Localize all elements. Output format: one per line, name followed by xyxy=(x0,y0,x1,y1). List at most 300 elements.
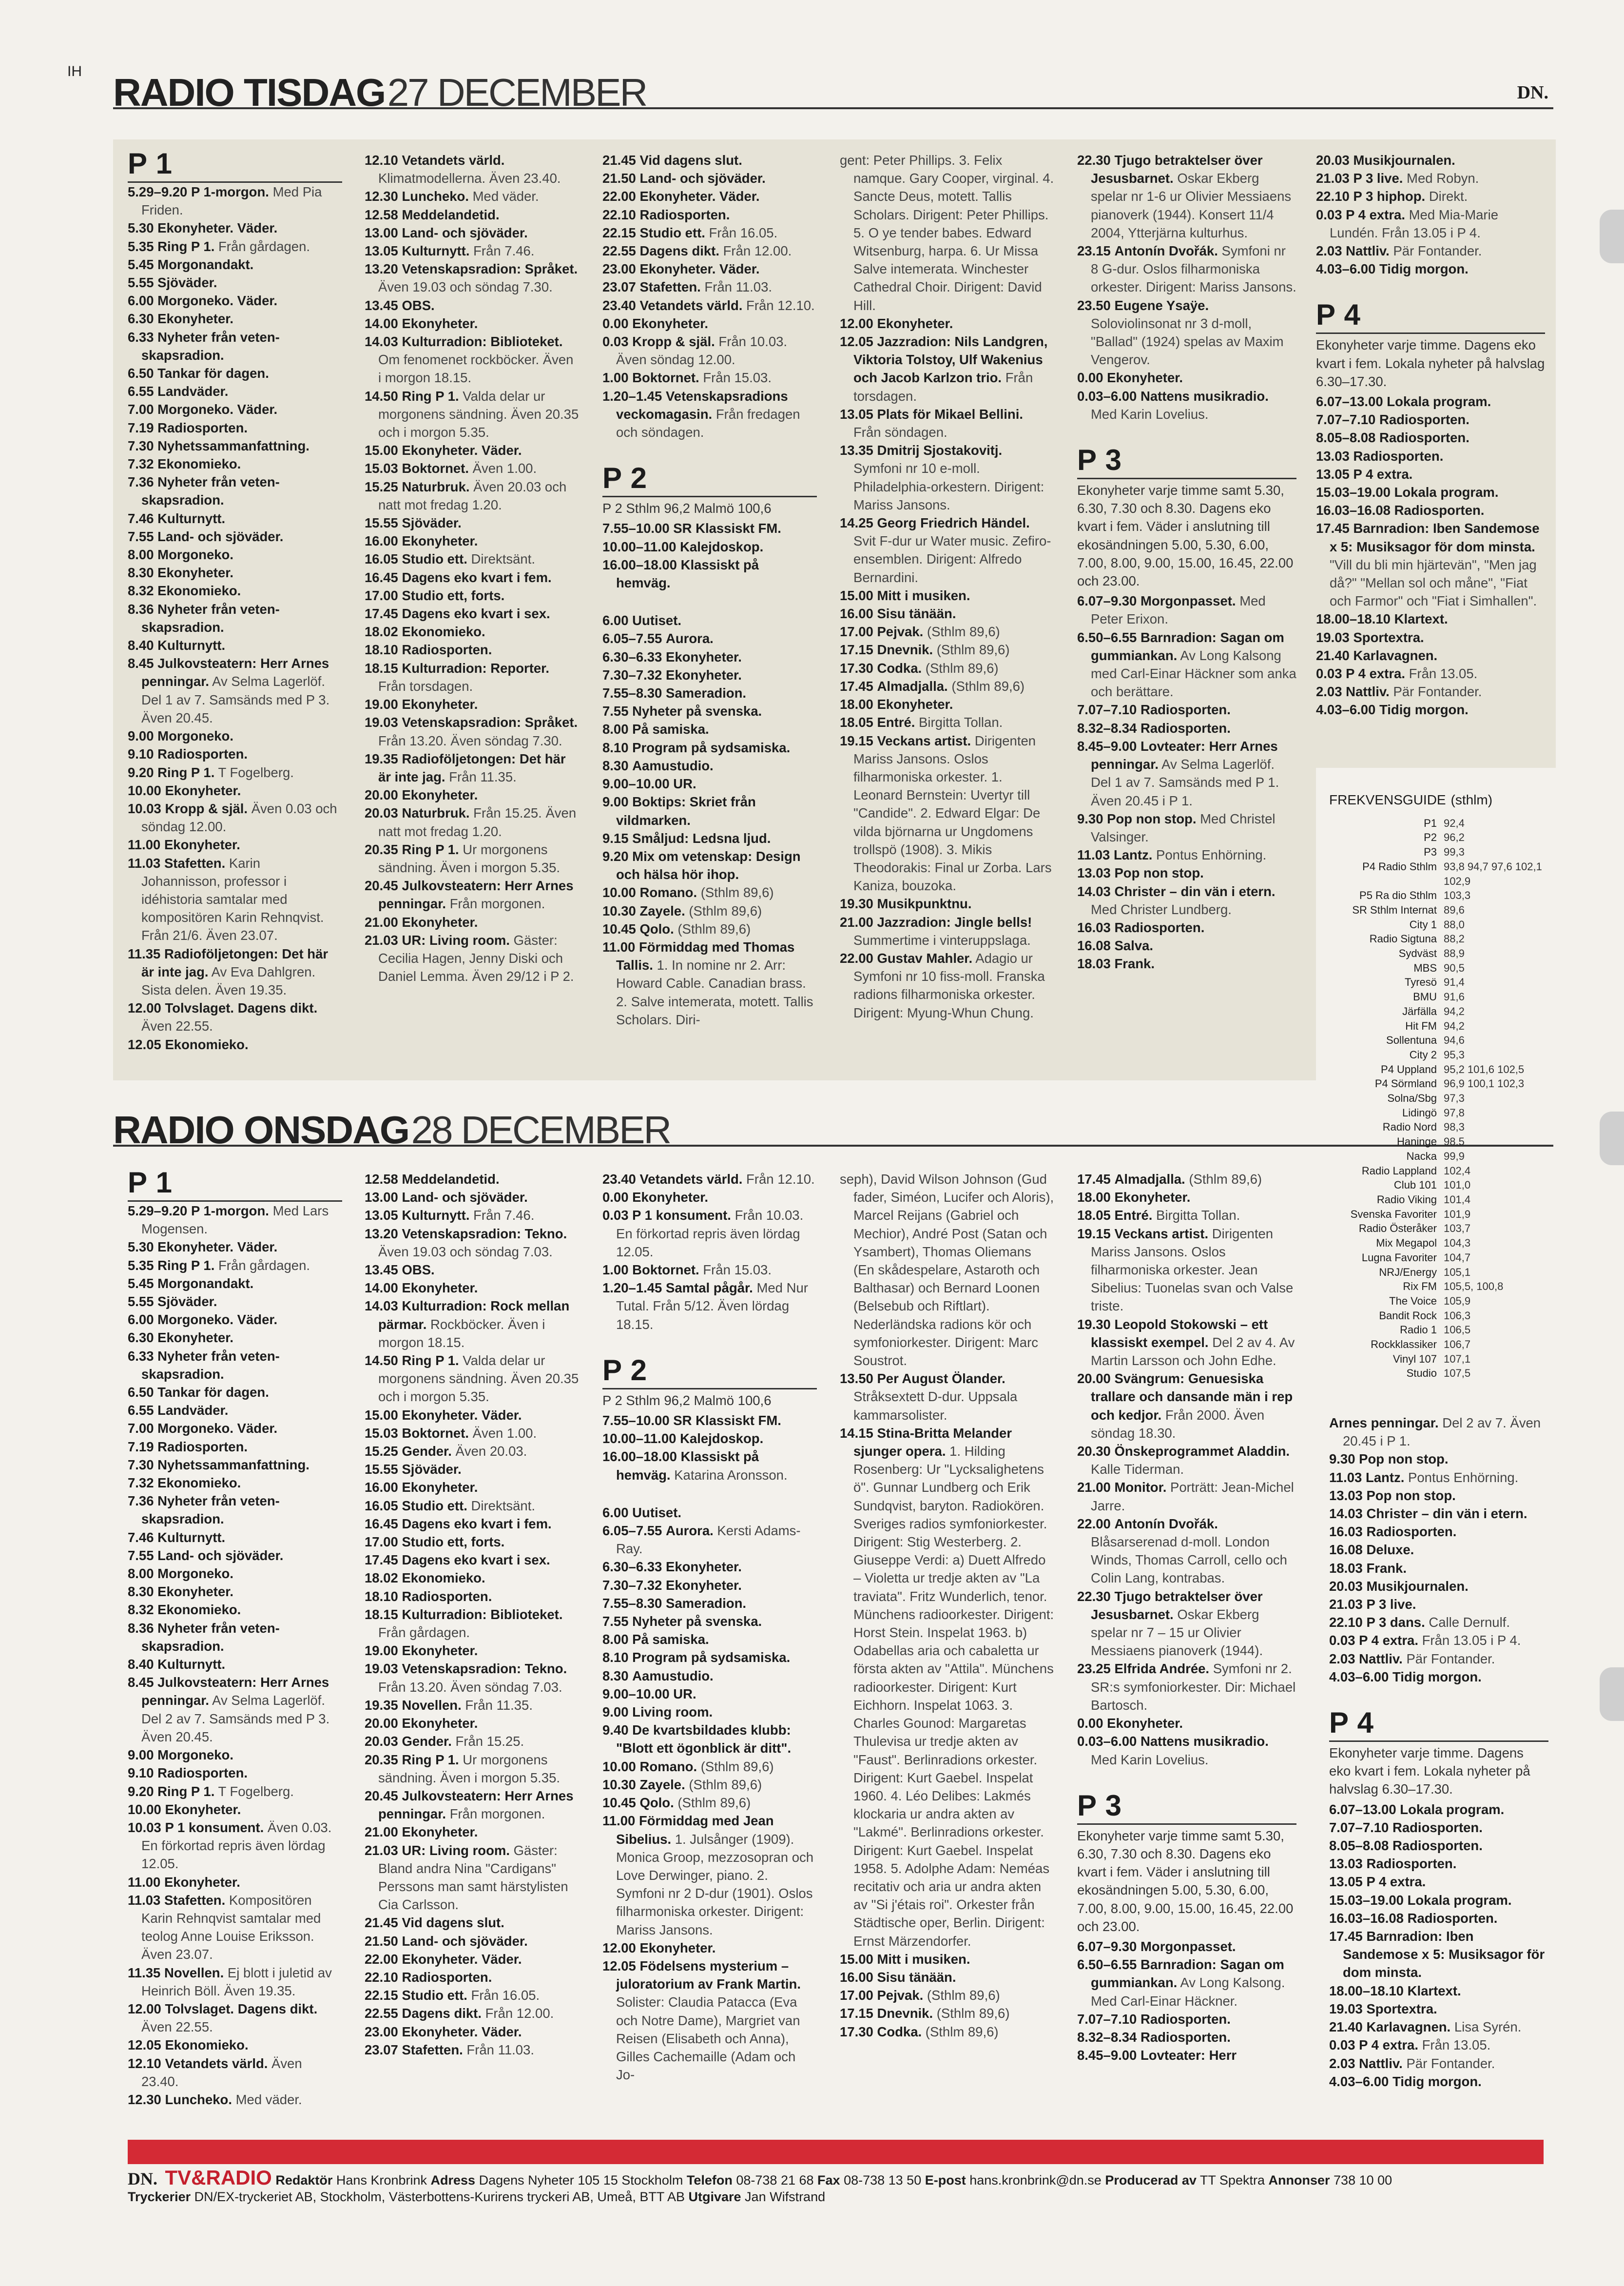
program-entry xyxy=(1316,683,1545,701)
program-time: 5.30 xyxy=(128,220,154,236)
program-time: 11.03 xyxy=(128,1892,161,1908)
program-entry xyxy=(128,1347,342,1383)
program-time: 7.00 xyxy=(128,402,154,417)
program-title: Lantz. xyxy=(1113,847,1153,863)
program-description: Från 11.03. xyxy=(704,279,773,295)
frequency-row xyxy=(1329,1178,1553,1192)
program-title: Codka. xyxy=(877,2024,922,2039)
program-title: Dagens dikt. xyxy=(402,2006,482,2021)
program-description: Från gårdagen. xyxy=(218,238,310,254)
program-title: Land- och sjöväder. xyxy=(157,1547,284,1563)
program-description: Ur morgonens sändning. Även i morgon 5.35. xyxy=(378,1752,561,1785)
program-time: 21.03 xyxy=(1329,1597,1363,1612)
program-entry xyxy=(365,441,579,459)
program-description: Del 2 av 7. Även 20.45 i P 1. xyxy=(1343,1415,1541,1449)
program-time: 18.05 xyxy=(840,715,873,730)
program-entry xyxy=(365,1460,579,1478)
footer-dn-logo: DN. xyxy=(128,2169,157,2188)
program-time: 17.00 xyxy=(840,624,873,640)
program-entry xyxy=(365,1188,579,1206)
program-time: 8.05–8.08 xyxy=(1316,430,1376,446)
program-title: Vetandets värld. xyxy=(165,2055,268,2071)
program-title: Ekonyheter. xyxy=(157,1584,234,1600)
tue-col-1 xyxy=(128,146,342,1054)
program-time: 23.40 xyxy=(602,1172,636,1187)
program-entry xyxy=(1077,1955,1296,2010)
program-title: Nattens musikradio. xyxy=(1140,1734,1269,1749)
program-title: Ekonyheter. Väder. xyxy=(639,189,760,204)
program-title: Ekonyheter. Väder. xyxy=(157,1239,278,1255)
program-entry xyxy=(1077,592,1296,628)
program-title: Morgoneko. xyxy=(157,728,234,744)
program-time: 8.10 xyxy=(602,1650,629,1665)
program-time: 7.07–7.10 xyxy=(1077,2011,1137,2027)
program-title: Stafetten. xyxy=(639,279,701,295)
program-title: Vetenskapsradions veckomagasin. xyxy=(616,388,788,422)
program-time: 7.32 xyxy=(128,456,154,472)
program-entry xyxy=(365,187,579,205)
program-title: Nattliv. xyxy=(1359,2055,1403,2071)
program-entry xyxy=(602,1957,817,2084)
program-entry xyxy=(128,1238,342,1256)
program-title: Entré. xyxy=(1114,1208,1153,1223)
program-time: 20.35 xyxy=(365,1752,398,1767)
program-title: Kulturnytt. xyxy=(157,510,226,526)
frequency-row xyxy=(1329,888,1553,903)
program-time: 21.40 xyxy=(1316,647,1350,663)
footer-value: Hans Kronbrink xyxy=(336,2173,427,2188)
program-time: 9.00 xyxy=(128,728,154,744)
program-time: 22.55 xyxy=(365,2006,398,2021)
channel-heading: P 2 xyxy=(602,464,817,497)
program-title: Qolo. xyxy=(639,1795,674,1811)
program-entry xyxy=(365,1225,579,1261)
program-entry xyxy=(128,782,342,800)
program-title: Ekonyheter. Väder. xyxy=(402,1951,522,1967)
program-entry xyxy=(1077,369,1296,387)
program-time: 14.25 xyxy=(840,515,873,531)
program-time: 6.30 xyxy=(128,311,154,327)
program-description: Även 0.03 och söndag 12.00. xyxy=(141,801,337,835)
program-entry xyxy=(128,945,342,999)
program-title: Radiosporten. xyxy=(1379,412,1469,428)
station-frequency: 95,2 101,6 102,5 xyxy=(1444,1063,1525,1075)
program-entry xyxy=(1077,1660,1296,1714)
program-title: Radiosporten. xyxy=(1392,1819,1483,1835)
frequency-row xyxy=(1329,961,1553,976)
program-title: Sportextra. xyxy=(1366,2001,1437,2016)
program-title: Vid dagens slut. xyxy=(402,1915,504,1931)
program-title: Land- och sjöväder. xyxy=(402,1190,528,1205)
program-title: Nattliv. xyxy=(1359,1651,1403,1666)
program-title: Nyheter från veten-skapsradion. xyxy=(141,1493,280,1527)
program-time: 8.36 xyxy=(128,601,154,617)
program-title: Stafetten. xyxy=(164,855,226,871)
program-description: Med väder. xyxy=(235,2091,302,2107)
program-entry xyxy=(128,382,342,400)
program-time: 9.00 xyxy=(602,794,629,810)
program-description: Från 13.05 i P 4. xyxy=(1422,1633,1521,1648)
program-entry xyxy=(1329,1909,1548,1927)
program-time: 16.08 xyxy=(1077,938,1111,954)
program-entry xyxy=(128,1564,342,1583)
program-description: Med väder. xyxy=(472,189,539,204)
program-entry xyxy=(1077,1369,1296,1442)
program-time: 5.35 xyxy=(128,238,154,254)
station-name: MBS xyxy=(1413,961,1437,974)
program-title: Nyheter på svenska. xyxy=(632,1614,762,1629)
program-time: 19.03 xyxy=(1316,629,1350,645)
station-frequency: 94,2 xyxy=(1444,1005,1465,1017)
program-time: 5.29–9.20 xyxy=(128,184,188,199)
program-time: 16.00 xyxy=(840,606,873,622)
program-time: 7.55–8.30 xyxy=(602,1595,662,1611)
program-entry xyxy=(1077,1442,1296,1478)
station-frequency: 106,7 xyxy=(1444,1338,1471,1351)
program-time: 6.50–6.55 xyxy=(1077,1957,1137,1973)
program-entry xyxy=(365,586,579,605)
station-name: Mix Megapol xyxy=(1376,1237,1437,1250)
program-time: 0.00 xyxy=(1077,1716,1103,1731)
program-title: Dnevnik. xyxy=(877,642,933,658)
program-time: 8.00 xyxy=(602,722,629,737)
program-description: (Sthlm 89,6) xyxy=(925,2024,999,2039)
station-name: NRJ/Energy xyxy=(1379,1266,1437,1278)
program-title: Pop non stop. xyxy=(1114,865,1204,881)
program-title: Klartext. xyxy=(1407,1983,1461,1998)
program-entry xyxy=(365,1696,579,1714)
frequency-row xyxy=(1329,1062,1553,1077)
program-title: Vetandets värld. xyxy=(639,1172,743,1187)
program-entry xyxy=(128,255,342,274)
channel-heading: P 1 xyxy=(128,149,342,183)
program-title: Ekonomieko. xyxy=(402,1570,485,1586)
program-title: Luncheko. xyxy=(402,189,469,204)
program-title: Morgoneko. xyxy=(157,1566,234,1582)
program-time: 21.50 xyxy=(365,1933,398,1949)
program-title: Radiosporten. xyxy=(1140,702,1231,718)
day-title: RADIO ONSDAG xyxy=(113,1108,409,1152)
program-time: 9.20 xyxy=(128,1783,154,1799)
footer-value: Dagens Nyheter 105 15 Stockholm xyxy=(479,2173,683,2188)
program-entry xyxy=(128,274,342,292)
program-time: 18.02 xyxy=(365,1570,398,1586)
program-time: 13.05 xyxy=(365,1208,398,1223)
program-title: P 4 extra. xyxy=(1359,2037,1418,2053)
program-entry xyxy=(365,1533,579,1551)
station-frequency: 101,0 xyxy=(1444,1179,1471,1192)
wed-col-3 xyxy=(602,1170,817,2084)
program-entry xyxy=(128,745,342,763)
station-frequency: 98,5 xyxy=(1444,1135,1465,1148)
program-title: Ring P 1. xyxy=(157,238,215,254)
program-title: Julkovsteatern: Herr Arnes penningar. xyxy=(378,878,574,912)
program-title: Födelsens mysterium – juloratorium av Frank Martin. xyxy=(616,1958,801,1992)
program-title: Almadjalla. xyxy=(877,678,948,694)
footer-credits xyxy=(275,2173,1392,2188)
program-title: Ekonyheter. xyxy=(632,1190,709,1205)
program-time: 9.40 xyxy=(602,1722,629,1738)
program-entry xyxy=(602,1170,817,1188)
program-time: 9.00–10.00 xyxy=(602,776,670,792)
program-description: Även 22.55. xyxy=(141,1018,213,1034)
program-entry xyxy=(840,695,1054,713)
program-entry xyxy=(602,314,817,332)
program-entry xyxy=(1077,628,1296,701)
program-time: 13.20 xyxy=(365,261,398,277)
program-time: 6.07–9.30 xyxy=(1077,593,1137,609)
program-entry xyxy=(602,1667,817,1685)
program-time: 6.05–7.55 xyxy=(602,1523,662,1539)
program-title: Morgonpasset. xyxy=(1140,1938,1236,1954)
station-name: Rockklassiker xyxy=(1371,1338,1437,1351)
program-time: 12.00 xyxy=(840,315,873,331)
program-title: Vetandets värld. xyxy=(402,153,505,168)
program-title: Lantz. xyxy=(1365,1469,1405,1485)
program-time: 7.55–8.30 xyxy=(602,685,662,701)
program-entry xyxy=(1077,719,1296,737)
program-title: På samiska. xyxy=(632,1632,709,1647)
program-entry xyxy=(128,800,342,836)
program-description: seph), David Wilson Johnson (Gud fader, Siméon, Lucifer och Aloris), Marcel Reijans (Gabriel och Mechior), André Post (Satan och Ysambert), Thomas Oliemans (En skådespelare, Astaroth och Balthasar) och Bernard Loonen (Belsebub och Riftlart). Nederländska radions kör och symfoniorkester. Dirigent: Marc Soustrot. xyxy=(840,1172,1054,1368)
station-frequency: 97,8 xyxy=(1444,1106,1465,1119)
station-name: Sydväst xyxy=(1398,947,1437,960)
program-entry xyxy=(602,242,817,260)
program-entry xyxy=(128,1419,342,1437)
program-description: Solister: Claudia Patacca (Eva och Notre Dame), Margriet van Reisen (Elisabeth och Anna), Gilles Cachemaille (Adam och Jo- xyxy=(616,1994,800,2083)
station-name: P5 Ra dio Sthlm xyxy=(1359,889,1437,902)
program-title: Radiosporten. xyxy=(1394,503,1485,518)
program-entry xyxy=(128,836,342,854)
program-title: Musikjournalen. xyxy=(1366,1578,1469,1594)
page-mark: IH xyxy=(67,63,82,79)
program-entry xyxy=(602,902,817,920)
program-description: (Sthlm 89,6) xyxy=(936,2006,1010,2021)
program-title: Musikjournalen. xyxy=(1353,153,1455,168)
footer-label: Annonser xyxy=(1268,2173,1330,2188)
program-entry xyxy=(1316,483,1545,501)
program-time: 22.15 xyxy=(602,225,636,240)
program-description: Av Selma Lagerlöf. Del 2 av 7. Samsänds med P 3. Även 20.45. xyxy=(141,1693,330,1744)
program-entry xyxy=(128,1438,342,1456)
footer xyxy=(128,2166,1544,2205)
program-title: Klassiskt på hemväg. xyxy=(616,557,759,591)
program-title: Studio ett, forts. xyxy=(402,1534,505,1550)
footer-value: 738 10 00 xyxy=(1334,2173,1392,2188)
program-entry xyxy=(128,237,342,255)
program-entry xyxy=(128,1891,342,1964)
program-title: Dnevnik. xyxy=(877,2006,933,2021)
program-title: Kulturnytt. xyxy=(402,1208,470,1223)
program-entry xyxy=(365,1515,579,1533)
program-entry xyxy=(365,387,579,442)
program-title: Sameradion. xyxy=(665,1595,747,1611)
wed-col-2 xyxy=(365,1170,579,2059)
station-frequency: 97,3 xyxy=(1444,1092,1465,1105)
program-entry xyxy=(602,278,817,296)
program-entry xyxy=(1077,864,1296,882)
program-title: Aamustudio. xyxy=(632,1668,714,1683)
program-description: Från 15.03. xyxy=(703,1262,772,1278)
program-entry xyxy=(128,1202,342,1238)
program-time: 8.10 xyxy=(602,740,629,755)
program-time: 7.55–10.00 xyxy=(602,521,670,536)
program-time: 18.00 xyxy=(840,697,873,712)
program-entry xyxy=(365,1787,579,1823)
program-title: Nyhetssammanfattning. xyxy=(157,1457,309,1472)
program-time: 19.00 xyxy=(365,697,398,712)
program-description: Från torsdagen. xyxy=(853,370,1033,404)
channel-intro: P 2 Sthlm 96,2 Malmö 100,6 xyxy=(602,501,772,516)
station-frequency: 91,6 xyxy=(1444,991,1465,1003)
station-frequency: 91,4 xyxy=(1444,976,1465,989)
program-time: 20.30 xyxy=(1077,1444,1111,1459)
station-frequency: 107,1 xyxy=(1444,1352,1471,1365)
program-description: Blåsarserenad d-moll. London Winds, Thomas Carroll, cello och Colin Lang, kontrabas. xyxy=(1091,1534,1287,1586)
program-entry xyxy=(1329,1818,1548,1837)
station-name: Järfälla xyxy=(1402,1005,1437,1017)
station-name: Studio xyxy=(1406,1367,1437,1380)
program-entry xyxy=(602,666,817,684)
program-description: Stråksextett D-dur. Uppsala kammarsolister. xyxy=(853,1389,1018,1423)
program-entry xyxy=(365,459,579,477)
program-time: 6.55 xyxy=(128,1403,154,1418)
program-time: 8.32 xyxy=(128,583,154,599)
program-time: 6.30–6.33 xyxy=(602,649,662,664)
program-description: Av Long Kalsong med Carl-Einar Häckner som anka och berättare. xyxy=(1091,647,1296,700)
program-title: Stafetten. xyxy=(402,2042,463,2057)
program-description: Kersti Adams-Ray. xyxy=(616,1523,801,1557)
program-title: Ring P 1. xyxy=(402,1353,459,1368)
footer-label: Producerad av xyxy=(1105,2173,1197,2188)
program-time: 19.03 xyxy=(365,1661,398,1677)
program-title: Tidig morgon. xyxy=(1379,261,1469,277)
program-time: 13.05 xyxy=(1329,1874,1363,1890)
program-time: 18.10 xyxy=(365,642,398,658)
program-entry xyxy=(128,292,342,310)
program-description: Klimatmodellerna. Även 23.40. xyxy=(378,171,561,186)
program-time: 19.00 xyxy=(365,1643,398,1659)
program-title: Land- och sjöväder. xyxy=(157,528,284,544)
program-entry xyxy=(128,600,342,636)
program-description: Pär Fontander. xyxy=(1406,2055,1495,2071)
program-entry xyxy=(128,328,342,364)
program-time: 17.45 xyxy=(1329,1929,1363,1944)
program-title: Pop non stop. xyxy=(1359,1451,1449,1467)
program-title: Landväder. xyxy=(157,384,229,399)
station-name: Radio Sigtuna xyxy=(1369,933,1437,945)
program-title: Per August Ölander. xyxy=(877,1371,1005,1387)
program-title: Zayele. xyxy=(639,1777,685,1792)
station-name: Solna/Sbg xyxy=(1387,1092,1437,1105)
program-title: OBS. xyxy=(402,1262,435,1278)
program-time: 15.25 xyxy=(365,1444,398,1459)
program-time: 18.03 xyxy=(1077,956,1111,972)
program-title: Klassiskt på hemväg. xyxy=(616,1449,759,1483)
program-entry xyxy=(1316,151,1545,169)
program-time: 7.55 xyxy=(128,1547,154,1563)
program-entry xyxy=(602,1522,817,1558)
program-description: Från 15.03. xyxy=(703,370,772,386)
program-description: Pontus Enhörning. xyxy=(1408,1469,1519,1485)
program-entry xyxy=(128,1746,342,1764)
program-title: Dagens eko kvart i sex. xyxy=(402,1552,550,1568)
program-description: (Sthlm 89,6) xyxy=(1189,1172,1262,1187)
program-entry xyxy=(128,183,342,219)
program-time: 15.03–19.00 xyxy=(1329,1892,1404,1908)
program-title: P 4 extra. xyxy=(1346,666,1405,682)
program-time: 21.45 xyxy=(602,153,636,168)
program-entry xyxy=(128,1492,342,1528)
program-entry xyxy=(365,931,579,986)
program-title: SR Klassiskt FM. xyxy=(673,1413,781,1428)
station-frequency: 99,3 xyxy=(1444,846,1465,859)
program-title: Kulturradion: Biblioteket. xyxy=(402,334,563,350)
program-entry xyxy=(1077,1188,1296,1206)
program-entry xyxy=(840,641,1054,659)
program-description: T Fogelberg. xyxy=(218,1783,294,1799)
program-time: 7.46 xyxy=(128,1529,154,1545)
program-description: Från 12.10. xyxy=(746,1172,815,1187)
program-time: 12.00 xyxy=(602,1940,636,1955)
tue-col-5 xyxy=(1077,151,1296,973)
program-title: Elfrida Andrée. xyxy=(1114,1661,1210,1677)
program-time: 10.00–11.00 xyxy=(602,539,677,554)
program-entry xyxy=(128,1583,342,1601)
program-title: Julkovsteatern: Herr Arnes penningar. xyxy=(141,656,329,689)
program-entry xyxy=(1316,242,1545,260)
program-entry xyxy=(1329,1595,1548,1613)
program-entry xyxy=(365,550,579,568)
program-time: 17.15 xyxy=(840,2006,873,2021)
program-description: "Vill du bli min hjärtevän", "Men jag då?" "Mellan sol och måne", "Fiat och Farmor" och "Fiat i Simhallen". xyxy=(1330,557,1537,609)
program-entry xyxy=(602,648,817,666)
program-entry xyxy=(1329,2018,1548,2036)
program-time: 18.15 xyxy=(365,1606,398,1622)
program-time: 10.00 xyxy=(128,1801,161,1817)
program-time: 22.30 xyxy=(1077,1588,1111,1604)
station-frequency: 103,7 xyxy=(1444,1222,1471,1235)
program-entry xyxy=(1077,1515,1296,1587)
program-title: Kropp & själ. xyxy=(632,334,715,350)
program-time: 14.15 xyxy=(840,1425,873,1441)
program-entry xyxy=(840,1968,1054,1986)
program-time: 21.50 xyxy=(602,171,636,186)
program-title: Aurora. xyxy=(665,631,714,646)
program-description: Från 11.03. xyxy=(466,2042,535,2057)
program-time: 20.35 xyxy=(365,841,398,857)
frequency-row xyxy=(1329,903,1553,918)
program-entry xyxy=(602,519,817,537)
station-frequency: 106,3 xyxy=(1444,1309,1471,1322)
frequency-row xyxy=(1329,1120,1553,1134)
program-entry xyxy=(602,387,817,442)
footer-label: E-post xyxy=(925,2173,966,2188)
program-time: 16.00–18.00 xyxy=(602,1449,677,1465)
station-name: Hit FM xyxy=(1405,1019,1437,1032)
program-time: 9.00 xyxy=(602,1704,629,1720)
program-title: P 4 extra. xyxy=(1366,1874,1426,1890)
program-entry xyxy=(840,405,1054,441)
station-frequency: 99,9 xyxy=(1444,1150,1465,1162)
program-title: Ekonyheter. xyxy=(665,649,742,664)
program-title: Ring P 1. xyxy=(157,1257,215,1273)
program-title: Gender. xyxy=(402,1734,452,1749)
program-entry xyxy=(1316,187,1545,205)
program-title: Kalejdoskop. xyxy=(680,539,764,554)
program-entry xyxy=(602,1685,817,1703)
program-title: Eugene Ysaÿe. xyxy=(1114,297,1209,313)
